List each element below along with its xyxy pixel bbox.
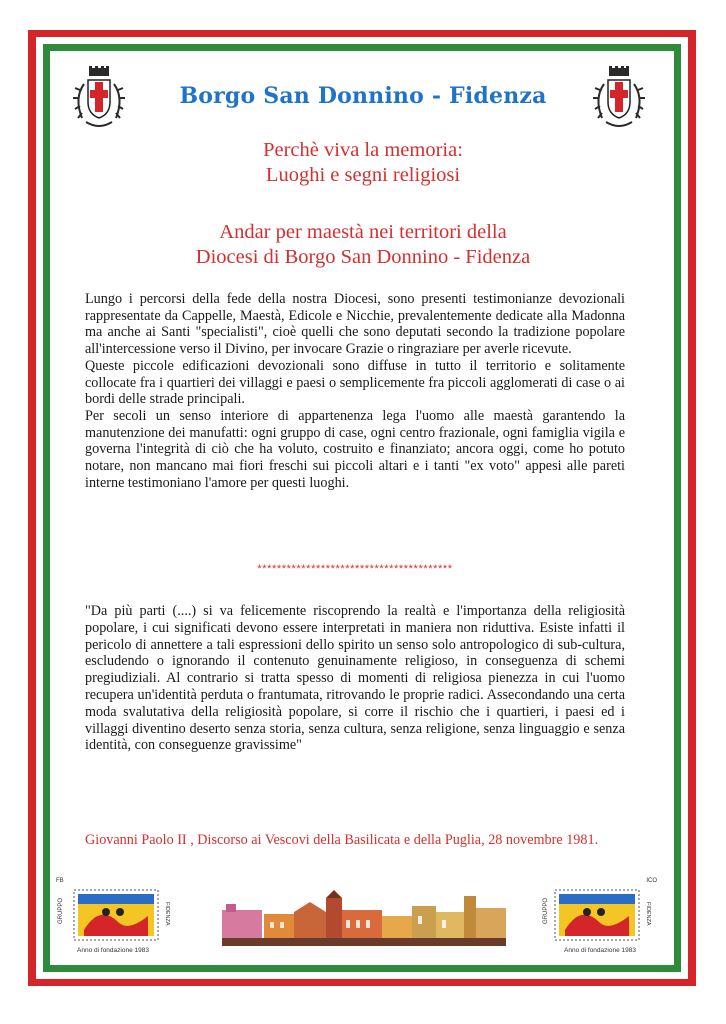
coat-of-arms-icon xyxy=(590,66,648,132)
paragraph: Queste piccole edificazioni devozionali sono diffuse in tutto il territorio e solitamente collocate fra i quartieri dei villaggi e paesi o semplicemente fra piccoli agglomerati di case o ai bordi delle strade principali. xyxy=(85,357,625,408)
city-skyline-illustration xyxy=(222,890,506,946)
stamp-logo xyxy=(541,878,659,954)
page-content-area xyxy=(50,51,674,965)
subtitle xyxy=(100,138,626,188)
separator: **************************************** xyxy=(257,563,453,575)
stamp-corner-label: ICO xyxy=(646,878,657,884)
paragraph: Per secoli un senso interiore di appartenenza lega l'uomo alle maestà garantendo la manutenzione dei manufatti: ogni gruppo di case, ogni centro frazionale, ogni famiglia vigila e governa l'integrità di ciò che ha voluto, costruito e finanziato; ancora oggi, come ho potuto notare, non mancano mai fiori freschi sui piccoli altari e i tanti "ex voto" appesi alle pareti interne testimoniano l'amore per questi luoghi. xyxy=(85,407,625,491)
svg-text:FIDENZA: FIDENZA xyxy=(645,902,651,926)
stamp-icon xyxy=(54,884,172,948)
stamp-year-label: Anno di fondazione 1983 xyxy=(564,947,636,954)
subtitle-line: Perchè viva la memoria: xyxy=(263,139,463,161)
heading-line: Diocesi di Borgo San Donnino - Fidenza xyxy=(195,246,531,268)
section-heading xyxy=(100,220,626,270)
subtitle-line: Luoghi e segni religiosi xyxy=(265,164,461,186)
stamp-icon xyxy=(541,884,659,948)
heading-line: Andar per maestà nei territori della xyxy=(219,221,507,243)
coat-of-arms-icon xyxy=(70,66,128,132)
papal-quote: "Da più parti (....) si va felicemente riscoprendo la realtà e l'importanza della religiosità popolare, i cui significati devono essere interpretati in maniera non riduttiva. Esiste infatti il pericolo di annettere a tali espressioni dello spirito un senso solo antropologico di sub-cultura, escludendo o ignorando il contenuto genuinamente religioso, in conseguenza di schemi pregiudiziali. Al contrario si tratta spesso di momenti di religiosa pienezza in cui l'uomo recupera un'identità perduta o frantumata, ritrovando le proprie radici. Assecondando una certa moda svalutativa della religiosità popolare, si corre il rischio che i quartieri, i paesi ed i villaggi diventino deserto senza storia, senza cultura, senza religione, senza linguaggio e senza identità, con conseguenze gravissime" xyxy=(85,603,625,754)
svg-text:GRUPPO: GRUPPO xyxy=(58,897,64,924)
page-title: Borgo San Donnino - Fidenza xyxy=(179,83,547,109)
svg-text:FIDENZA: FIDENZA xyxy=(164,902,170,926)
quote-citation: Giovanni Paolo II , Discorso ai Vescovi della Basilicata e della Puglia, 28 novembre 1981. xyxy=(85,832,599,848)
stamp-year-label: Anno di fondazione 1983 xyxy=(77,947,149,954)
svg-text:GRUPPO: GRUPPO xyxy=(543,897,549,924)
stamp-corner-label: FB xyxy=(56,878,64,884)
body-text xyxy=(85,291,625,491)
stamp-logo xyxy=(54,878,172,954)
paragraph: Lungo i percorsi della fede della nostra Diocesi, sono presenti testimonianze devozionali rappresentate da Cappelle, Maestà, Edicole e Nicchie, prevalentemente dedicate alla Madonna ma anche ai Santi "specialisti", cioè quelli che sono deputati secondo la tradizione popolare all'intercessione verso il Divino, per invocare Grazie o ringraziare per averle ricevute. xyxy=(85,291,625,358)
